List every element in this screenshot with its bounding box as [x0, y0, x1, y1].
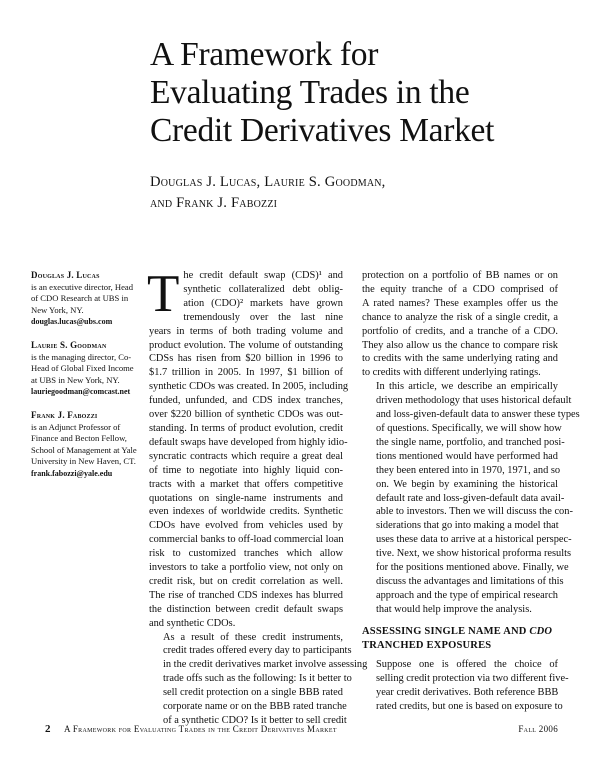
text-line: As a result of these credit instruments, — [163, 631, 343, 643]
text-line: uses these data to arrive at a historical perspec- — [376, 534, 572, 546]
text-line: default rate and loss-given-default data avail- — [376, 492, 565, 504]
text-line: protection on a portfolio of BB names or on — [362, 270, 558, 281]
text-line: default swaps have developed from highly idio- — [149, 436, 348, 448]
text-line: the single name, portfolio, and tranched posi- — [376, 436, 565, 448]
text-line: driven methodology that uses historical default — [376, 395, 572, 407]
bio-name: Frank J. Fabozzi — [31, 409, 98, 420]
text-line: The rise of tranched CDS indexes has blurred — [149, 589, 343, 601]
text-line: synthetic collateralized debt oblig- — [183, 283, 343, 295]
bio-name: Douglas J. Lucas — [31, 270, 100, 280]
text-line: siderations that go into making a model that — [376, 520, 559, 532]
text-line: In this article, we describe an empirically — [376, 381, 558, 393]
text-line: syncratic contracts which require a great deal — [149, 450, 343, 462]
text-line: rated credits, but one is based on exposure to — [376, 701, 563, 713]
text-line: they been entered into in 1970, 1971, and so — [376, 464, 561, 476]
text-line: risk to customized tranches which allow — [149, 548, 343, 560]
text-line: A rated names? These examples offer us the — [362, 297, 558, 309]
text-line: commercial banks to off-load commercial loan — [149, 534, 344, 546]
text-line: ation (CDO)² markets have grown — [183, 297, 343, 309]
text-line: of a synthetic CDO? Is it better to sell credit — [163, 715, 347, 726]
text-line: product evolution. The volume of outstanding — [149, 339, 343, 351]
text-line: funded, unfunded, and CDS index tranches, — [149, 395, 343, 407]
text-line: credit risk, but on credit correlation as well. — [149, 575, 343, 587]
issue-date: Fall 2006 — [518, 724, 558, 734]
bio-text: is an Adjunct Professor of Finance and Becton Fellow, School of Management at Yale University in New Haven, CT. — [31, 421, 137, 467]
text-line: credit trades offered every day to participants — [163, 645, 352, 657]
text-line: selling credit protection via two different five- — [376, 673, 569, 685]
body-column-left — [147, 265, 368, 728]
text-line: trade offs such as the following: Is it better to — [163, 673, 352, 685]
bio-email[interactable]: douglas.lucas@ubs.com — [31, 317, 113, 327]
text-line: Suppose one is offered the choice of — [376, 659, 558, 671]
text-line: of questions. Specifically, we will show how — [376, 422, 562, 434]
body-column-right — [362, 269, 580, 714]
heading-emphasis: CDO — [529, 625, 553, 637]
text-line: even indexes of worldwide credits. Synthetic — [149, 506, 343, 518]
text-line: CDOs have evolved from vehicles used by — [149, 520, 343, 532]
text-line: and loss-given-default data to answer these types — [376, 409, 580, 421]
text-line: tions mentioned would have performed had — [376, 450, 558, 462]
text-line: investors to take a portfolio view, not only on — [149, 562, 343, 574]
title-line: A Framework for — [150, 36, 379, 73]
author-line: and Frank J. Fabozzi — [150, 195, 278, 211]
author-bio — [31, 410, 137, 480]
paragraph — [362, 380, 580, 616]
paragraph-intro — [147, 265, 349, 631]
title-line: Evaluating Trades in the — [150, 74, 470, 111]
author-byline — [150, 172, 570, 214]
author-bios — [31, 270, 137, 492]
text-line: years in terms of both trading volume and — [149, 325, 343, 337]
text-line: discuss the advantages and limitations of this — [376, 575, 564, 587]
text-line: They also allow us the chance to compare risk — [362, 339, 558, 351]
text-line: that would help improve the analysis. — [376, 603, 532, 615]
page-footer — [31, 723, 558, 737]
text-line: for the positions mentioned above. Finally, we — [376, 562, 569, 574]
text-line: chance to analyze the risk of a single credit, a — [362, 311, 558, 323]
heading-part: ASSESSING SINGLE NAME AND — [362, 625, 530, 637]
text-line: portfolio of credits, and a tranche of a CDO. — [362, 325, 558, 337]
text-line: he credit default swap (CDS)¹ and — [183, 270, 343, 281]
author-line: Douglas J. Lucas, Laurie S. Goodman, — [150, 174, 386, 190]
drop-cap: T — [147, 265, 180, 323]
text-line: and synthetic CDOs. — [149, 617, 236, 629]
text-line: approach and the type of empirical research — [376, 589, 558, 601]
bio-email[interactable]: frank.fabozzi@yale.edu — [31, 468, 113, 478]
bio-text: is an executive director, Head of CDO Research at UBS in New York, NY. — [31, 281, 134, 315]
text-line: sell credit protection on a single BBB rated — [163, 687, 343, 699]
bio-name: Laurie S. Goodman — [31, 339, 107, 350]
paragraph — [149, 631, 368, 728]
text-line: to credits with different underlying ratings. — [362, 367, 541, 379]
author-bio — [31, 270, 137, 328]
text-line: tive. Next, we show historical proforma results — [376, 548, 572, 560]
text-line: the equity tranche of a CDO comprised of — [362, 283, 558, 295]
text-line: quotations on single-name instruments and — [149, 492, 343, 504]
text-line: on. We begin by examining the historical — [376, 478, 558, 490]
text-line: standing. In terms of product evolution, credit — [149, 422, 343, 434]
text-line: CDSs has risen from $20 billion in 1996 to — [149, 353, 343, 365]
text-line: tracts with a market that offers competitive — [149, 478, 343, 490]
bio-text: is the managing director, Co-Head of Global Fixed Income at UBS in New York, NY. — [31, 351, 134, 385]
text-line: in the credit derivatives market involve assessing — [163, 659, 368, 671]
heading-part: TRANCHED EXPOSURES — [362, 639, 492, 651]
text-line: tremendously over the last nine — [183, 311, 343, 323]
text-line: synthetic CDOs was created. In 2005, including — [149, 381, 349, 393]
title-line: Credit Derivatives Market — [150, 112, 495, 149]
section-heading — [362, 625, 558, 653]
text-line: year credit derivatives. Both reference BBB — [376, 687, 559, 699]
paragraph — [362, 269, 558, 380]
text-line: of time to negotiate into highly liquid con- — [149, 464, 343, 476]
text-line: the distinction between credit default swaps — [149, 603, 343, 615]
running-title: A Framework for Evaluating Trades in the Credit Derivatives Market — [64, 724, 337, 734]
text-line: to credits with the same underlying rating and — [362, 353, 558, 365]
text-line: over $220 billion of synthetic CDOs was out- — [149, 409, 343, 421]
page-number: 2 — [45, 723, 51, 735]
text-line: $1.7 trillion in 2005. In 1997, $1 billion of — [149, 367, 343, 379]
text-line: corporate name or on the BBB rated tranche — [163, 701, 347, 713]
author-bio — [31, 340, 137, 398]
text-line: able to investors. Then we will discuss the con- — [376, 506, 573, 518]
paragraph — [362, 658, 569, 714]
article-title — [150, 36, 570, 150]
bio-email[interactable]: lauriegoodman@comcast.net — [31, 387, 131, 397]
